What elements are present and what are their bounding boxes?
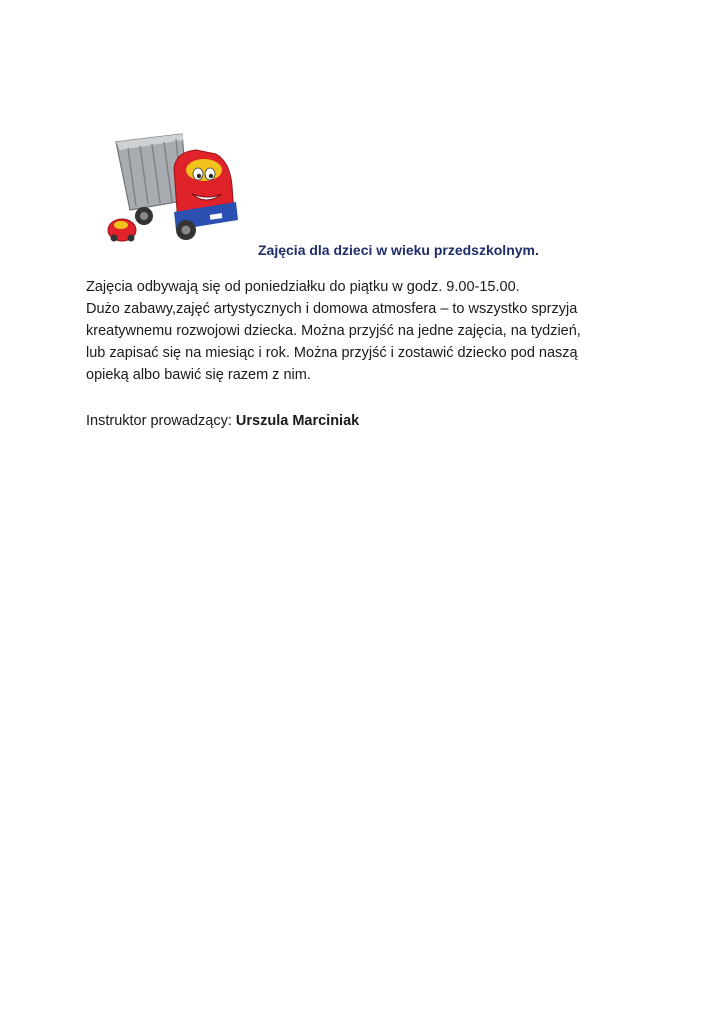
small-car bbox=[108, 219, 136, 242]
description-paragraph bbox=[86, 276, 646, 386]
toy-truck-image bbox=[104, 128, 244, 248]
paragraph-line: Dużo zabawy,zajęć artystycznych i domowa atmosfera – to wszystko sprzyja bbox=[86, 301, 578, 317]
paragraph-line: lub zapisać się na miesiąc i rok. Można przyjść i zostawić dziecko pod naszą bbox=[86, 345, 578, 361]
paragraph-line: Zajęcia odbywają się od poniedziałku do piątku w godz. 9.00-15.00. bbox=[86, 279, 520, 295]
instructor-line bbox=[86, 410, 359, 432]
truck-cab bbox=[174, 150, 238, 230]
instructor-label: Instruktor prowadzący: bbox=[86, 413, 236, 429]
page-heading: Zajęcia dla dzieci w wieku przedszkolnym. bbox=[258, 242, 539, 258]
paragraph-line: kreatywnemu rozwojowi dziecka. Można przyjść na jedne zajęcia, na tydzień, bbox=[86, 323, 581, 339]
instructor-name: Urszula Marciniak bbox=[235, 413, 360, 429]
paragraph-line: opieką albo bawić się razem z nim. bbox=[86, 367, 311, 383]
